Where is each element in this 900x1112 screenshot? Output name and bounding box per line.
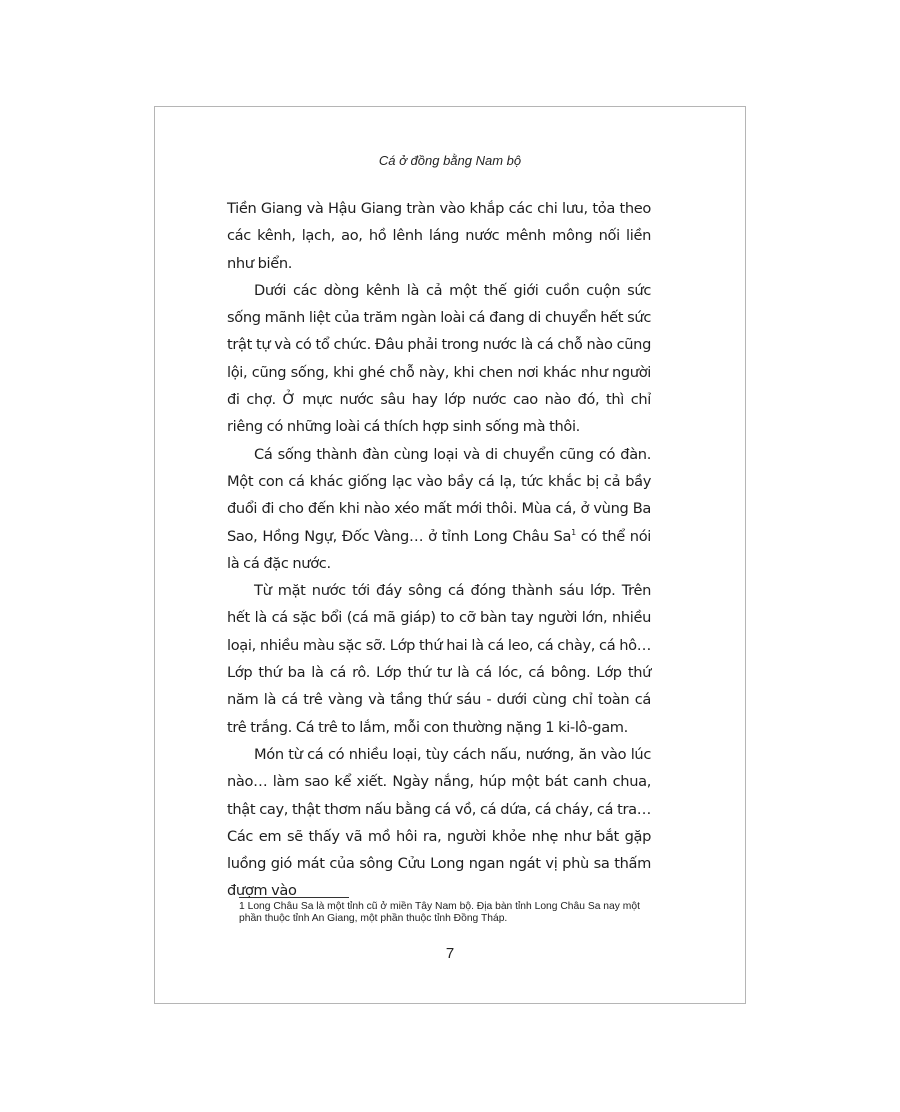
footnote-reference[interactable]: 1 — [571, 527, 576, 537]
body-text — [227, 195, 651, 905]
running-head: Cá ở đồng bằng Nam bộ — [378, 153, 522, 168]
page-number: 7 — [445, 945, 455, 962]
paragraph-3 — [227, 441, 651, 577]
paragraph-5: Món từ cá có nhiều loại, tùy cách nấu, nướng, ăn vào lúc nào… làm sao kể xiết. Ngày nắng, húp một bát canh chua, thật cay, thật thơm nấu bằng cá vồ, cá dứa, cá cháy, cá tra… Các em sẽ thấy vã mồ hôi ra, người khỏe nhẹ như bắt gặp luồng gió mát của sông Cửu Long ngan ngát vị phù sa thấm đượm vào — [227, 745, 651, 900]
book-page — [154, 106, 746, 1004]
paragraph-3-text: Cá sống thành đàn cùng loại và di chuyển cũng có đàn. Một con cá khác giống lạc vào bầy cá lạ, tức khắc bị cả bầy đuổi đi cho đến khi nào xéo mất mới thôi. Mùa cá, ở vùng Ba Sao, Hồng Ngự, Đốc Vàng… ở tỉnh Long Châu Sa — [227, 445, 651, 545]
footnote: 1 Long Châu Sa là một tỉnh cũ ở miền Tây Nam bộ. Địa bàn tỉnh Long Châu Sa nay một phần thuộc tỉnh An Giang, một phần thuộc tỉnh Đồng Tháp. — [239, 901, 640, 924]
footnote-divider — [239, 897, 349, 898]
paragraph-4: Từ mặt nước tới đáy sông cá đóng thành sáu lớp. Trên hết là cá sặc bổi (cá mã giáp) to cỡ bàn tay người lớn, nhiều loại, nhiều màu sặc sỡ. Lớp thứ hai là cá leo, cá chày, cá hô… Lớp thứ ba là cá rô. Lớp thứ tư là cá lóc, cá bông. Lớp thứ năm là cá trê vàng và tầng thứ sáu - dưới cùng chỉ toàn cá trê trắng. Cá trê to lắm, mỗi con thường nặng 1 ki-lô-gam. — [227, 582, 651, 736]
paragraph-1: Tiền Giang và Hậu Giang tràn vào khắp các chi lưu, tỏa theo các kênh, lạch, ao, hồ lênh láng nước mênh mông nối liền như biển. — [227, 200, 651, 272]
paragraph-2: Dưới các dòng kênh là cả một thế giới cuồn cuộn sức sống mãnh liệt của trăm ngàn loài cá đang di chuyển hết sức trật tự và có tổ chức. Đâu phải trong nước là cá chỗ nào cũng lội, cũng sống, khi ghé chỗ này, khi chen nơi khác như người đi chợ. Ở mực nước sâu hay lớp nước cao nào đó, thì chỉ riêng có những loài cá thích hợp sinh sống mà thôi. — [227, 281, 651, 436]
paragraph-3-tail: có thể nói là cá đặc nước. — [227, 527, 651, 572]
